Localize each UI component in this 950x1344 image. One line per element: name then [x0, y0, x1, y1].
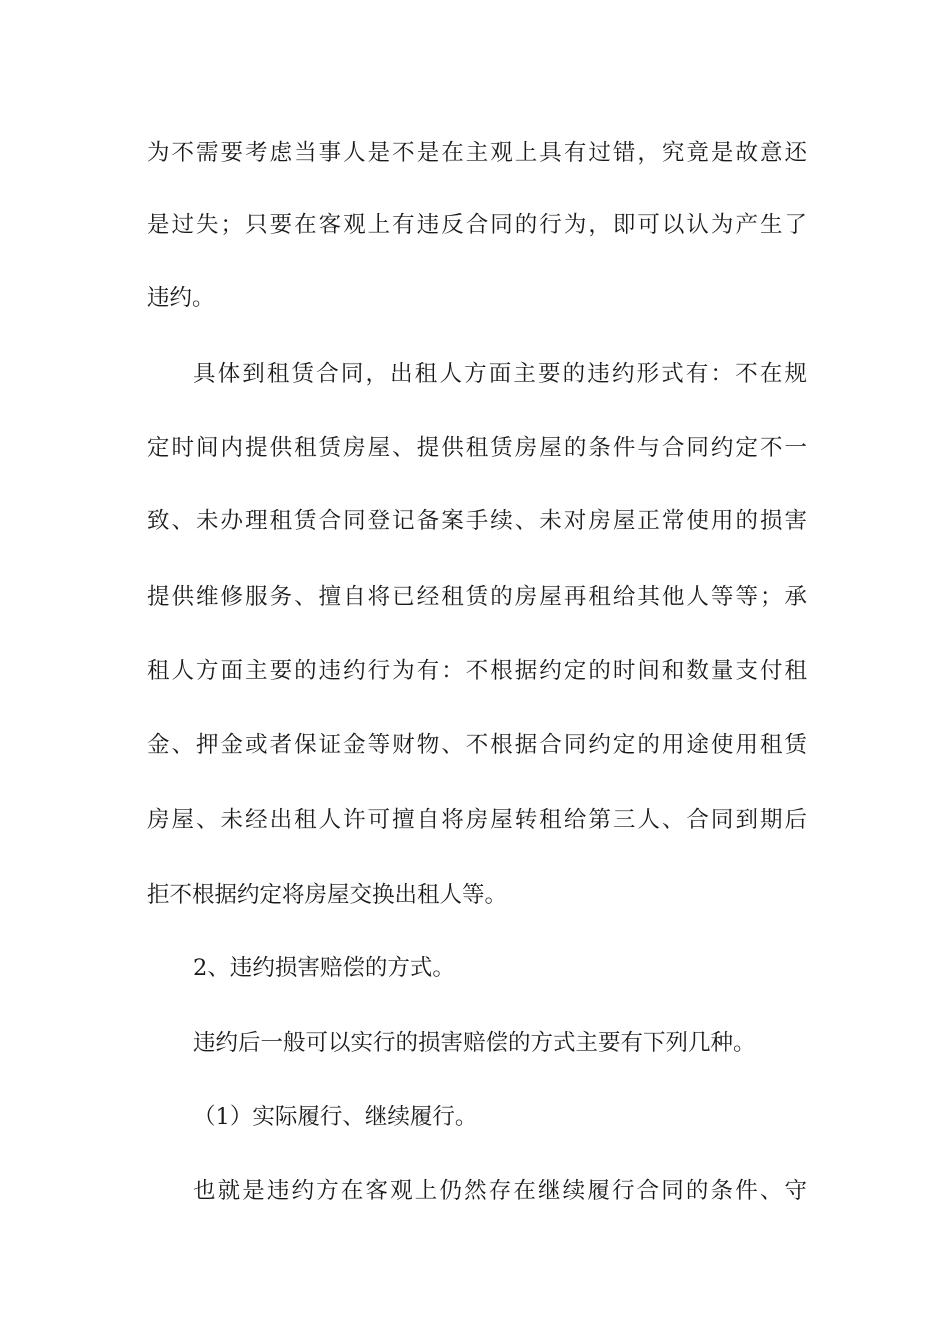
paragraph-line-11: 拒不根据约定将房屋交换出租人等。 [147, 882, 508, 908]
paragraph-line-10: 房屋、未经出租人许可擅自将房屋转租给第三人、合同到期后 [147, 807, 807, 833]
paragraph-line-1: 为不需要考虑当事人是不是在主观上具有过错，究竟是故意还 [147, 140, 807, 166]
paragraph-line-2: 是过失；只要在客观上有违反合同的行为，即可以认为产生了 [147, 212, 807, 238]
paragraph-line-7: 提供维修服务、擅自将已经租赁的房屋再租给其他人等等；承 [147, 584, 807, 610]
paragraph-line-5: 定时间内提供租赁房屋、提供租赁房屋的条件与合同约定不一 [147, 435, 807, 461]
paragraph-line-6: 致、未办理租赁合同登记备案手续、未对房屋正常使用的损害 [147, 508, 807, 534]
paragraph-line-4: 具体到租赁合同，出租人方面主要的违约形式有：不在规 [193, 361, 807, 387]
section-heading: 2、违约损害赔偿的方式。 [193, 955, 455, 981]
paragraph-line-13: 违约后一般可以实行的损害赔偿的方式主要有下列几种。 [193, 1030, 756, 1056]
paragraph-line-15: 也就是违约方在客观上仍然存在继续履行合同的条件、守 [193, 1178, 807, 1204]
subsection-heading: （1）实际履行、继续履行。 [193, 1104, 478, 1130]
paragraph-line-9: 金、押金或者保证金等财物、不根据合同约定的用途使用租赁 [147, 732, 807, 758]
paragraph-line-8: 租人方面主要的违约行为有：不根据约定的时间和数量支付租 [147, 658, 807, 684]
paragraph-line-3: 违约。 [147, 285, 215, 311]
